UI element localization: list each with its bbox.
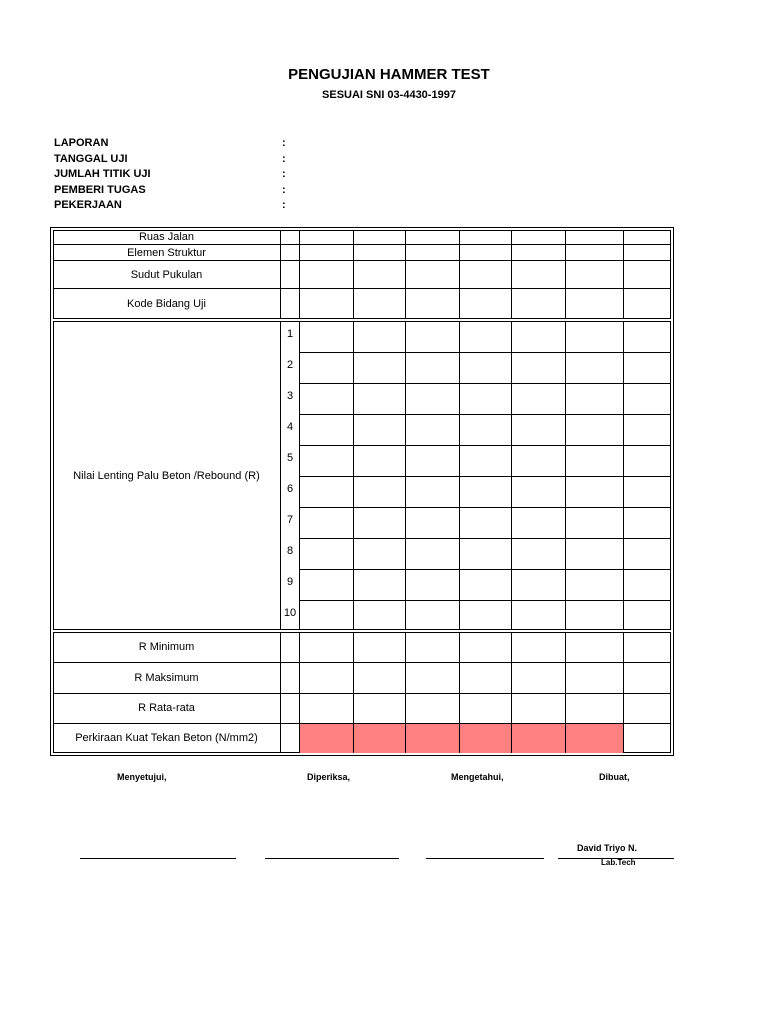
label-rebound: Nilai Lenting Palu Beton /Rebound (R) [73,469,260,482]
table-row-divider [299,538,671,539]
signature-label-made: Dibuat, [599,772,630,782]
table-column-divider [459,321,460,630]
table-row-divider [53,260,671,261]
table-column-divider [280,321,281,630]
rebound-number: 2 [286,359,294,371]
table-row-divider [299,352,671,353]
table-row-divider [53,288,671,289]
table-column-divider [353,632,354,753]
table-column-divider [565,632,566,753]
table-column-divider [280,632,281,753]
table-column-divider [565,321,566,630]
table-column-divider [623,321,624,630]
rebound-number: 1 [286,328,294,340]
rebound-number: 5 [286,452,294,464]
rebound-number: 4 [286,421,294,433]
table-row-divider [299,414,671,415]
info-row-laporan [54,136,314,152]
table-row-divider [53,244,671,245]
signer-title: Lab.Tech [601,858,636,867]
signature-line-checked [265,858,399,859]
info-label: PEKERJAAN [54,199,122,211]
info-colon: : [282,168,286,180]
label-sudut-pukulan: Sudut Pukulan [130,268,203,281]
rebound-number: 6 [286,483,294,495]
table-column-divider [299,321,300,630]
info-colon: : [282,152,286,165]
table-column-divider [405,230,406,319]
table-column-divider [511,321,512,630]
table-column-divider [299,632,300,753]
signature-line-acknowledged [426,858,544,859]
label-kuat-tekan: Perkiraan Kuat Tekan Beton (N/mm2) [75,732,258,744]
table-row-divider [53,662,671,663]
strength-estimate-highlight [299,723,623,753]
info-row-jumlah-titik-uji [54,167,314,183]
table-column-divider [353,230,354,319]
signature-line-approved [80,858,236,859]
page-title: PENGUJIAN HAMMER TEST [288,66,490,83]
table-row-divider [53,693,671,694]
rebound-number: 7 [286,514,294,526]
table-column-divider [405,321,406,630]
info-label: PEMBERI TUGAS [54,183,146,196]
rebound-number: 10 [283,607,297,619]
rebound-number: 9 [286,576,294,588]
signature-label-approved: Menyetujui, [117,772,167,782]
info-label: TANGGAL UJI [54,152,128,165]
info-row-pemberi-tugas [54,183,314,199]
table-column-divider [353,321,354,630]
table-column-divider [459,632,460,753]
rebound-number: 8 [286,545,294,557]
table-row-divider [299,600,671,601]
info-row-tanggal-uji [54,152,314,168]
info-colon: : [282,137,286,149]
table-column-divider [511,632,512,753]
table-column-divider [565,230,566,319]
signature-label-checked: Diperiksa, [307,772,351,782]
table-row-divider [299,476,671,477]
info-label: LAPORAN [54,137,109,149]
signature-label-acknowledged: Mengetahui, [451,772,504,782]
info-label: JUMLAH TITIK UJI [54,168,151,180]
table-row-divider [299,507,671,508]
table-column-divider [623,230,624,319]
signer-name: David Triyo N. [577,843,638,853]
table-row-divider [299,445,671,446]
info-colon: : [282,183,286,196]
hammer-test-table [50,227,674,756]
info-colon: : [282,199,286,211]
report-info [54,136,314,214]
label-r-minimum: R Minimum [138,641,195,653]
table-column-divider [623,632,624,753]
info-row-pekerjaan [54,198,314,214]
table-column-divider [405,632,406,753]
table-column-divider [280,230,281,319]
page-subtitle: SESUAI SNI 03-4430-1997 [322,89,456,101]
rebound-number: 3 [286,390,294,402]
label-r-maksimum: R Maksimum [134,671,199,684]
label-r-rata-rata: R Rata-rata [138,702,195,714]
table-row-divider [299,383,671,384]
table-row-divider [53,723,671,724]
table-column-divider [459,230,460,319]
table-column-divider [299,230,300,319]
table-row-divider [299,569,671,570]
table-column-divider [511,230,512,319]
label-ruas-jalan: Ruas Jalan [138,231,195,243]
label-elemen-struktur: Elemen Struktur [127,246,206,259]
label-kode-bidang-uji: Kode Bidang Uji [127,298,206,310]
